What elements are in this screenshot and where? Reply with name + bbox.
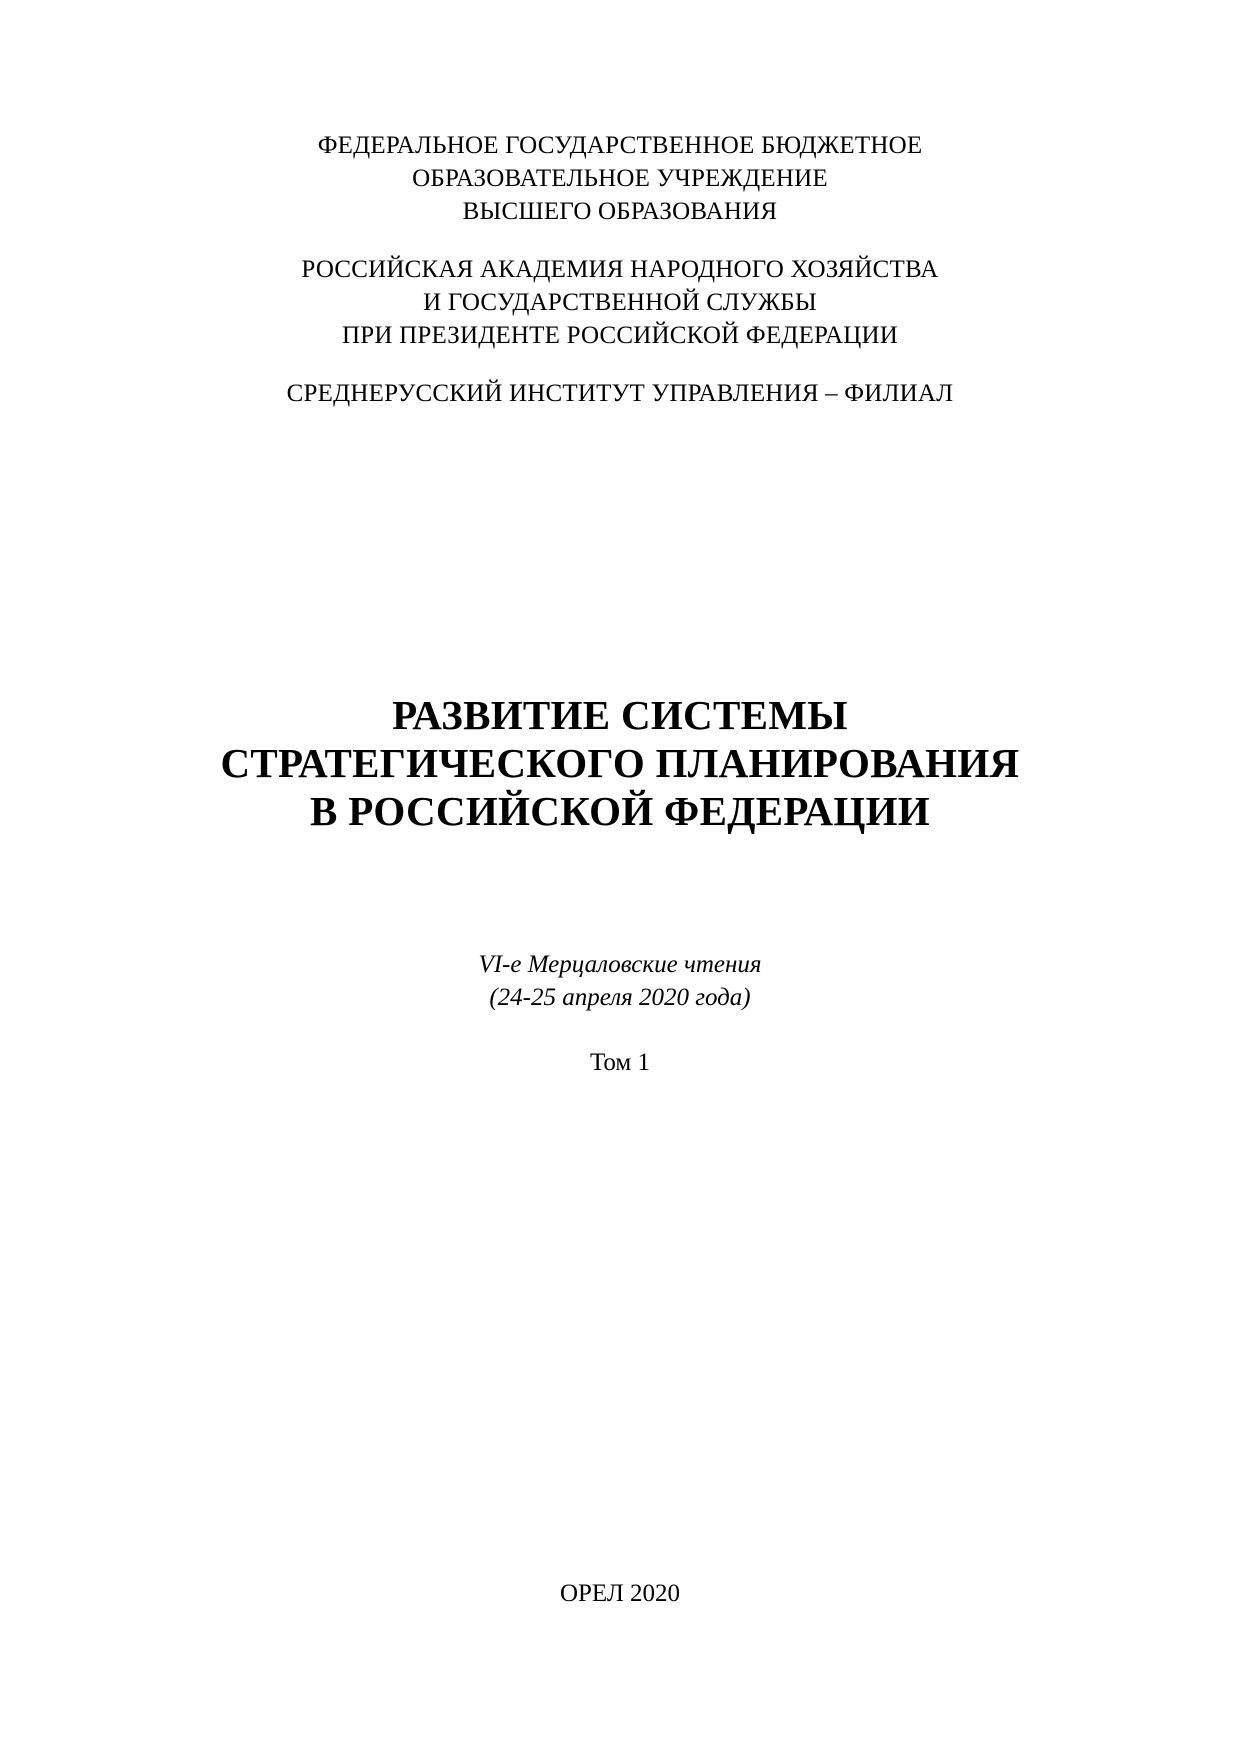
branch-block <box>0 377 1240 410</box>
imprint-city-year: ОРЕЛ 2020 <box>559 1580 681 1607</box>
institution-line-1: ФЕДЕРАЛЬНОЕ ГОСУДАРСТВЕННОЕ БЮДЖЕТНОЕ <box>317 132 923 159</box>
event-dates: (24-25 апреля 2020 года) <box>489 984 751 1011</box>
institution-block <box>0 129 1240 228</box>
institution-line-2: ОБРАЗОВАТЕЛЬНОЕ УЧРЕЖДЕНИЕ <box>412 165 828 192</box>
document-title <box>0 691 1240 835</box>
title-line-1: РАЗВИТИЕ СИСТЕМЫ <box>392 692 848 738</box>
title-line-3: В РОССИЙСКОЙ ФЕДЕРАЦИИ <box>310 788 930 834</box>
event-block <box>0 948 1240 1014</box>
academy-line-3: ПРИ ПРЕЗИДЕНТЕ РОССИЙСКОЙ ФЕДЕРАЦИИ <box>342 322 898 349</box>
academy-line-2: И ГОСУДАРСТВЕННОЙ СЛУЖБЫ <box>423 289 817 316</box>
academy-line-1: РОССИЙСКАЯ АКАДЕМИЯ НАРОДНОГО ХОЗЯЙСТВА <box>301 256 939 283</box>
branch-line: СРЕДНЕРУССКИЙ ИНСТИТУТ УПРАВЛЕНИЯ – ФИЛИАЛ <box>286 380 954 407</box>
academy-block <box>0 253 1240 352</box>
event-name: VI-е Мерцаловские чтения <box>478 951 762 978</box>
institution-line-3: ВЫСШЕГО ОБРАЗОВАНИЯ <box>462 198 778 225</box>
title-line-2: СТРАТЕГИЧЕСКОГО ПЛАНИРОВАНИЯ <box>220 740 1020 786</box>
volume-block <box>0 1046 1240 1079</box>
volume-label: Том 1 <box>590 1049 650 1076</box>
imprint-block <box>0 1577 1240 1610</box>
